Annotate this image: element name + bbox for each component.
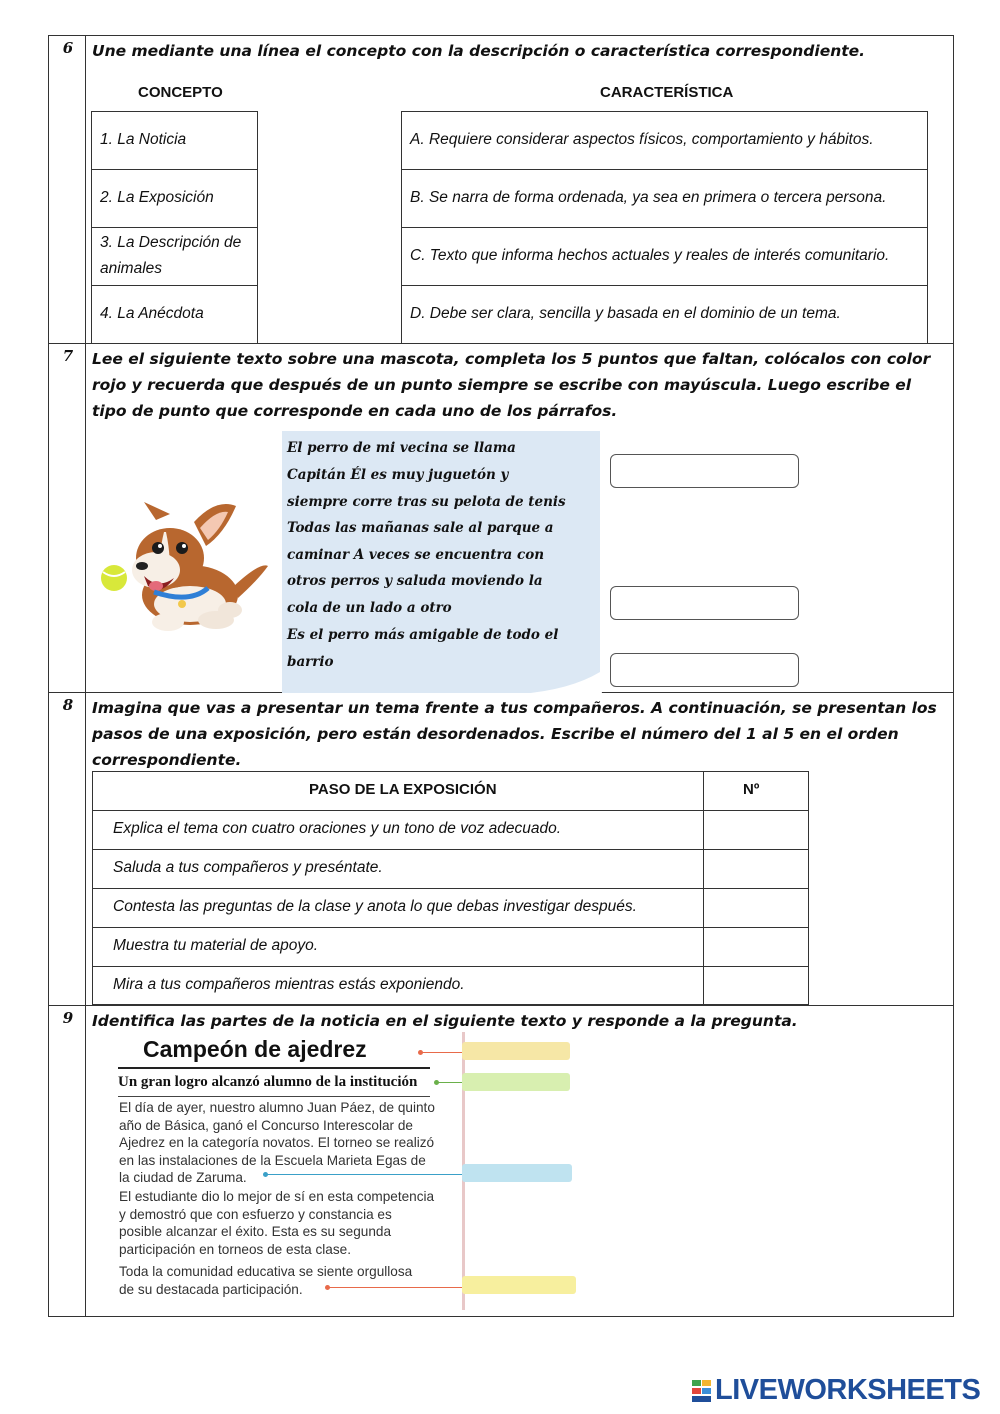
subtitle-label-input[interactable] [462, 1073, 570, 1091]
step-number-input-4[interactable] [703, 927, 808, 965]
point-type-input-2[interactable] [610, 586, 799, 620]
concept-item[interactable]: 3. La Descripción de animales [100, 234, 242, 277]
pointer-line [267, 1174, 464, 1175]
step-text: Saluda a tus compañeros y preséntate. [113, 859, 383, 876]
liveworksheets-logo [692, 1374, 980, 1407]
number-column-header: Nº [743, 781, 760, 798]
news-paragraph-3: Toda la comunidad educativa se siente orgullosa de su destacada participación. [119, 1264, 413, 1297]
story-line: Todas las mañanas sale al parque a [287, 520, 554, 536]
question-number-6: 6 [62, 39, 74, 57]
concept-header: CONCEPTO [138, 84, 223, 101]
pointer-line [422, 1052, 464, 1053]
page-curl [520, 672, 602, 694]
story-line: siempre corre tras su pelota de tenis [287, 494, 566, 510]
story-line: Es el perro más amigable de todo el [287, 627, 559, 643]
news-subtitle-rule [118, 1096, 430, 1097]
dog-illustration [98, 500, 274, 644]
story-line: caminar A veces se encuentra con [287, 547, 545, 563]
question-number-8: 8 [62, 696, 74, 714]
story-line: otros perros y saluda moviendo la [287, 573, 543, 589]
feature-header: CARACTERÍSTICA [600, 84, 734, 101]
title-label-input[interactable] [462, 1042, 570, 1060]
concept-item[interactable]: 2. La Exposición [100, 189, 214, 206]
pointer-line [438, 1082, 464, 1083]
concept-item[interactable]: 4. La Anécdota [100, 305, 204, 322]
feature-item[interactable]: B. Se narra de forma ordenada, ya sea en primera o tercera persona. [410, 189, 887, 206]
question-number-9: 9 [62, 1009, 74, 1027]
feature-item[interactable]: D. Debe ser clara, sencilla y basada en el dominio de un tema. [410, 305, 841, 322]
q6-instruction: Une mediante una línea el concepto con la descripción o característica correspondiente. [92, 42, 866, 60]
news-title: Campeón de ajedrez [143, 1036, 367, 1062]
step-number-input-1[interactable] [703, 810, 808, 848]
q8-instruction: Imagina que vas a presentar un tema frente a tus compañeros. A continuación, se presentan los pasos de una exposición, pero están desordenados. Escribe el número del 1 al 5 en el orden correspondiente. [92, 699, 937, 769]
exposition-steps-table [92, 771, 809, 1005]
question-number-7: 7 [62, 347, 74, 365]
story-line: Capitán Él es muy juguetón y [287, 467, 509, 483]
feature-item[interactable]: C. Texto que informa hechos actuales y reales de interés comunitario. [410, 247, 890, 264]
concept-item[interactable]: 1. La Noticia [100, 131, 187, 148]
q7-instruction: Lee el siguiente texto sobre una mascota, completa los 5 puntos que faltan, colócalos con color rojo y recuerda que después de un punto siempre se escribe con mayúscula. Luego escribe el tipo de punto que corresponde en cada uno de los párrafos. [92, 350, 931, 420]
pointer-line [329, 1287, 464, 1288]
closing-label-input[interactable] [462, 1276, 576, 1294]
step-number-input-2[interactable] [703, 849, 808, 887]
brand-text: LIVEWORKSHEETS [715, 1374, 981, 1406]
point-type-input-3[interactable] [610, 653, 799, 687]
section-divider [48, 1005, 954, 1006]
step-text: Muestra tu material de apoyo. [113, 937, 319, 954]
step-column-header: PASO DE LA EXPOSICIÓN [309, 781, 497, 798]
number-column-divider [85, 35, 86, 1317]
news-paragraph-1: El día de ayer, nuestro alumno Juan Páez, de quinto año de Básica, ganó el Concurso Interescolar de Ajedrez en la categoría novatos. El torneo se realizó en las instalaciones de la Escuela Marieta Egas de la ciudad de Zaruma. [119, 1100, 435, 1185]
feature-item[interactable]: A. Requiere considerar aspectos físicos, comportamiento y hábitos. [410, 131, 874, 148]
story-line: cola de un lado a otro [287, 600, 452, 616]
point-type-input-1[interactable] [610, 454, 799, 488]
liveworksheets-logo-icon [692, 1380, 712, 1402]
body-label-input[interactable] [462, 1164, 572, 1182]
story-line: barrio [287, 654, 334, 670]
step-number-input-5[interactable] [703, 966, 808, 1004]
news-paragraph-2: El estudiante dio lo mejor de sí en esta competencia y demostró que con esfuerzo y constancia es posible alcanzar el éxito. Esta es su segunda participación en torneos de esta clase. [119, 1189, 435, 1257]
step-text: Mira a tus compañeros mientras estás exponiendo. [113, 976, 465, 993]
story-line: El perro de mi vecina se llama [287, 440, 516, 456]
step-text: Explica el tema con cuatro oraciones y un tono de voz adecuado. [113, 820, 562, 837]
step-text: Contesta las preguntas de la clase y anota lo que debas investigar después. [113, 898, 637, 915]
news-title-rule [118, 1067, 430, 1069]
news-subtitle: Un gran logro alcanzó alumno de la institución [118, 1074, 418, 1090]
step-number-input-3[interactable] [703, 888, 808, 926]
q9-instruction: Identifica las partes de la noticia en el siguiente texto y responde a la pregunta. [92, 1012, 798, 1030]
